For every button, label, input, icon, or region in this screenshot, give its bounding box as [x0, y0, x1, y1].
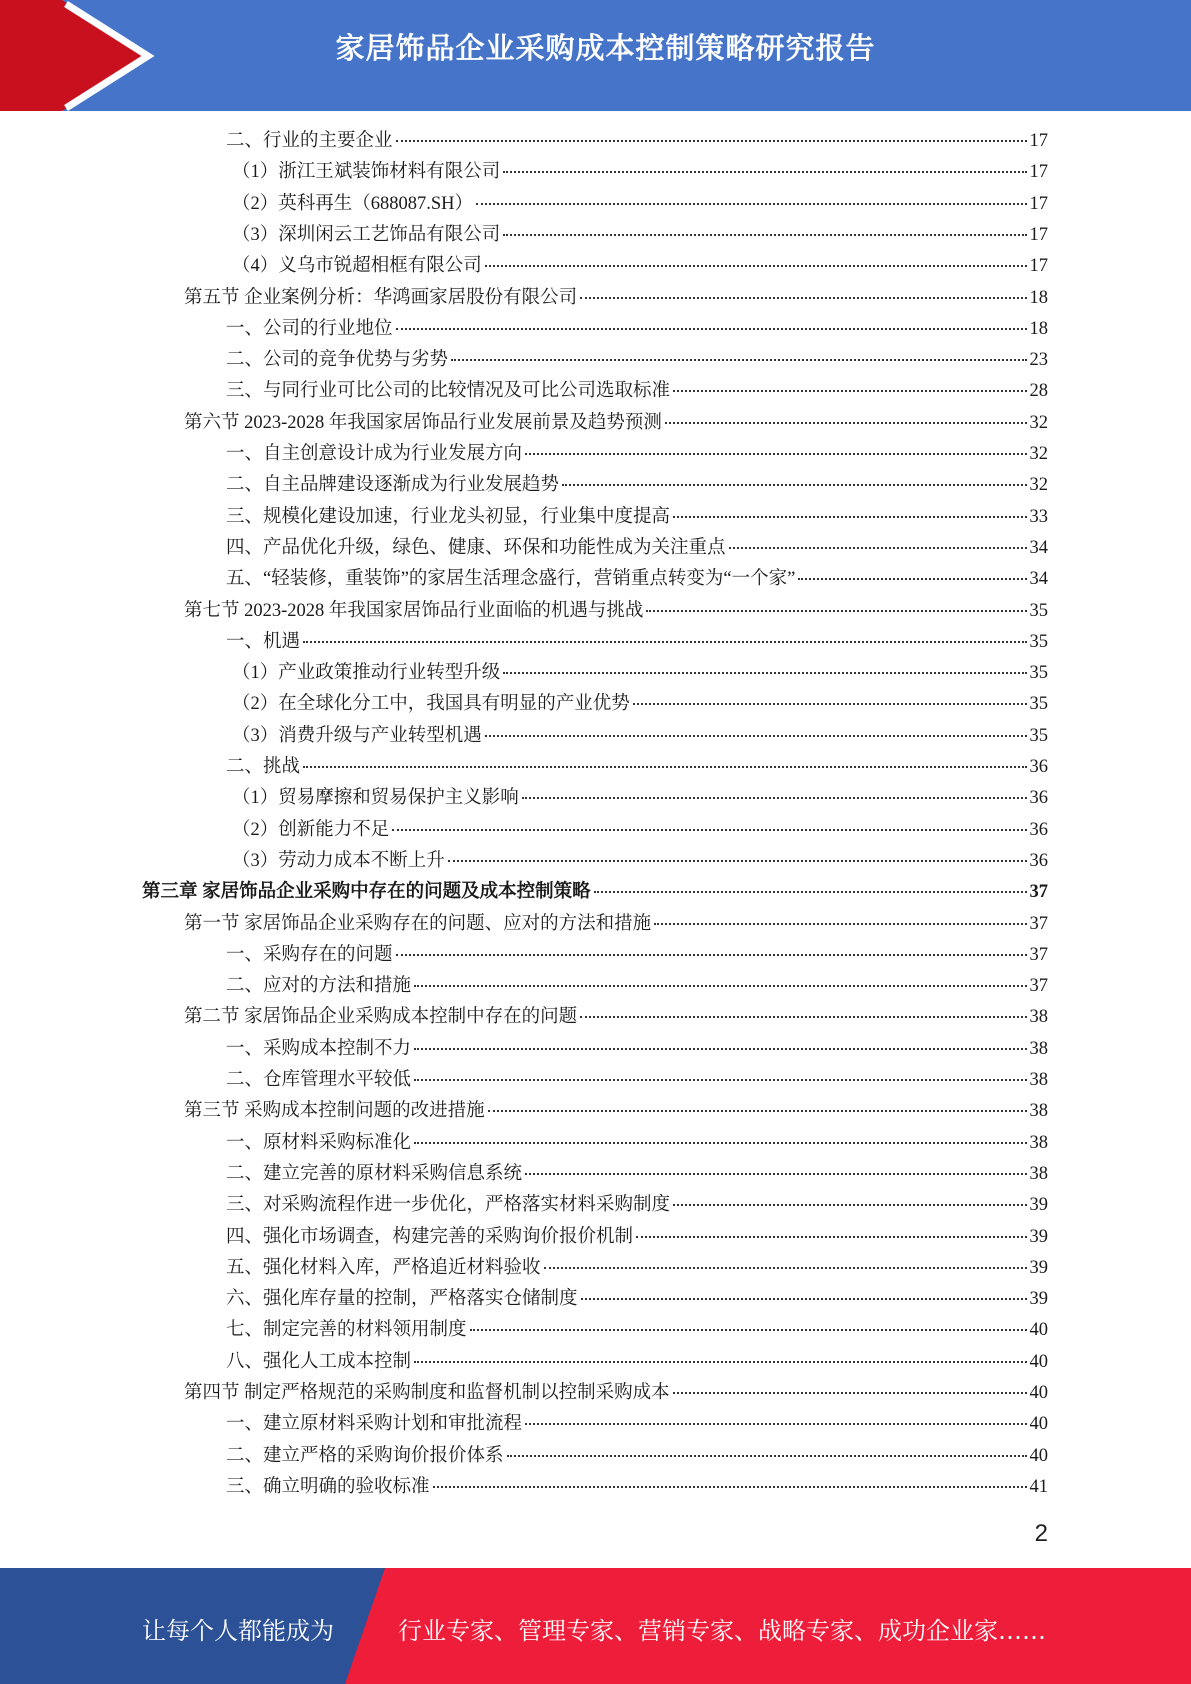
toc-entry-page: 40 — [1029, 1414, 1048, 1435]
toc-entry[interactable] — [226, 345, 1048, 376]
toc-entry-page: 17 — [1029, 193, 1048, 214]
toc-entry[interactable] — [226, 1409, 1048, 1440]
toc-dot-leader — [392, 828, 1026, 831]
page-footer — [0, 1568, 1191, 1684]
toc-entry-title: 五、强化材料入库，严格追近材料验收 — [226, 1257, 541, 1278]
toc-entry-title: （3）深圳闲云工艺饰品有限公司 — [232, 224, 501, 245]
toc-entry-page: 41 — [1029, 1476, 1048, 1497]
toc-entry[interactable] — [226, 752, 1048, 783]
toc-entry-page: 39 — [1029, 1257, 1048, 1278]
toc-entry-title: 第二节 家居饰品企业采购成本控制中存在的问题 — [184, 1007, 578, 1028]
toc-entry-title: （1）产业政策推动行业转型升级 — [232, 663, 501, 684]
toc-entry-page: 28 — [1029, 381, 1048, 402]
toc-entry-title: 三、对采购流程作进一步优化，严格落实材料采购制度 — [226, 1195, 671, 1216]
toc-dot-leader — [396, 139, 1027, 142]
toc-entry-title: 四、产品优化升级，绿色、健康、环保和功能性成为关注重点 — [226, 537, 726, 558]
toc-entry[interactable] — [226, 564, 1048, 595]
toc-entry[interactable] — [184, 909, 1048, 940]
toc-entry-page: 36 — [1029, 819, 1048, 840]
toc-dot-leader — [673, 389, 1026, 392]
toc-entry[interactable] — [184, 283, 1048, 314]
toc-entry[interactable] — [226, 689, 1048, 720]
toc-dot-leader — [673, 1203, 1026, 1206]
toc-entry-page: 38 — [1029, 1132, 1048, 1153]
toc-entry-title: 一、公司的行业地位 — [226, 318, 393, 339]
toc-dot-leader — [581, 1297, 1027, 1300]
toc-entry-page: 39 — [1029, 1195, 1048, 1216]
toc-entry-page: 38 — [1029, 1070, 1048, 1090]
toc-dot-leader — [562, 483, 1026, 486]
toc-entry[interactable] — [226, 470, 1048, 501]
toc-entry[interactable] — [226, 721, 1048, 752]
toc-entry-page: 17 — [1029, 256, 1048, 277]
toc-entry[interactable] — [184, 1002, 1048, 1033]
toc-entry-title: （2）创新能力不足 — [232, 819, 390, 840]
toc-dot-leader — [503, 671, 1026, 674]
toc-dot-leader — [414, 1047, 1026, 1050]
toc-entry-page: 17 — [1029, 131, 1048, 151]
toc-entry-title: 二、公司的竞争优势与劣势 — [226, 350, 449, 371]
toc-entry-title: 八、强化人工成本控制 — [226, 1351, 412, 1372]
toc-entry-page: 36 — [1029, 788, 1048, 809]
toc-entry-title: 第七节 2023-2028 年我国家居饰品行业面临的机遇与挑战 — [184, 600, 644, 621]
footer-slogan-left: 让每个人都能成为 — [142, 1617, 334, 1645]
toc-entry[interactable] — [184, 408, 1048, 439]
toc-entry[interactable] — [226, 157, 1048, 188]
toc-dot-leader — [798, 577, 1026, 580]
toc-entry-title: 一、机遇 — [226, 631, 301, 652]
toc-dot-leader — [522, 796, 1027, 799]
toc-dot-leader — [673, 1391, 1027, 1394]
toc-dot-leader — [544, 1266, 1027, 1269]
toc-entry-title: 第三节 采购成本控制问题的改进措施 — [184, 1101, 485, 1122]
toc-entry[interactable] — [226, 126, 1048, 157]
toc-dot-leader — [646, 609, 1026, 612]
toc-dot-leader — [396, 327, 1027, 330]
toc-entry[interactable] — [226, 1284, 1048, 1315]
toc-dot-leader — [673, 515, 1026, 518]
toc-entry-title: 三、规模化建设加速，行业龙头初显，行业集中度提高 — [226, 506, 671, 527]
toc-dot-leader — [303, 640, 1026, 643]
toc-entry[interactable] — [226, 627, 1048, 658]
toc-entry[interactable] — [142, 877, 1048, 908]
toc-entry-page: 18 — [1029, 287, 1048, 308]
toc-entry[interactable] — [226, 189, 1048, 220]
page-number: 2 — [1034, 1520, 1048, 1547]
toc-entry[interactable] — [226, 1315, 1048, 1346]
toc-entry-title: （4）义乌市锐超相框有限公司 — [232, 256, 482, 277]
toc-entry[interactable] — [226, 940, 1048, 971]
toc-dot-leader — [476, 202, 1026, 205]
toc-entry-title: 三、与同行业可比公司的比较情况及可比公司选取标准 — [226, 381, 671, 402]
toc-entry-title: 三、确立明确的验收标准 — [226, 1476, 430, 1497]
toc-entry[interactable] — [226, 1159, 1048, 1190]
toc-entry-page: 37 — [1029, 976, 1048, 997]
toc-entry[interactable] — [184, 1096, 1048, 1127]
toc-entry-title: 二、挑战 — [226, 757, 301, 777]
toc-entry-page: 37 — [1029, 913, 1048, 934]
toc-entry-page: 34 — [1029, 569, 1048, 590]
toc-entry-title: 一、采购成本控制不力 — [226, 1038, 412, 1059]
toc-dot-leader — [729, 546, 1027, 549]
toc-entry[interactable] — [226, 1128, 1048, 1159]
toc-entry-title: 二、建立严格的采购询价报价体系 — [226, 1445, 504, 1466]
toc-entry[interactable] — [226, 1222, 1048, 1253]
toc-entry-title: 二、建立完善的原材料采购信息系统 — [226, 1163, 523, 1184]
toc-entry-page: 32 — [1029, 444, 1048, 464]
toc-dot-leader — [414, 1141, 1026, 1144]
toc-entry-title: 七、制定完善的材料领用制度 — [226, 1320, 467, 1341]
toc-dot-leader — [303, 765, 1026, 768]
toc-dot-leader — [503, 170, 1026, 173]
toc-entry[interactable] — [184, 596, 1048, 627]
toc-entry-title: 一、建立原材料采购计划和审批流程 — [226, 1414, 523, 1435]
toc-dot-leader — [633, 702, 1027, 705]
toc-entry[interactable] — [226, 658, 1048, 689]
toc-dot-leader — [470, 1328, 1027, 1331]
toc-dot-leader — [525, 1422, 1026, 1425]
toc-entry[interactable] — [226, 220, 1048, 251]
toc-dot-leader — [503, 233, 1026, 236]
toc-entry-title: 四、强化市场调查，构建完善的采购询价报价机制 — [226, 1226, 634, 1247]
toc-entry-page: 40 — [1029, 1383, 1048, 1403]
toc-entry-title: （2）英科再生（688087.SH） — [232, 193, 474, 214]
toc-entry[interactable] — [226, 502, 1048, 533]
toc-entry-page: 38 — [1029, 1007, 1048, 1028]
toc-entry-title: 第五节 企业案例分析：华鸿画家居股份有限公司 — [184, 287, 578, 308]
toc-entry-page: 18 — [1029, 318, 1048, 339]
toc-entry-title: 第四节 制定严格规范的采购制度和监督机制以控制采购成本 — [184, 1383, 670, 1403]
toc-entry[interactable] — [226, 1034, 1048, 1065]
toc-entry-title: （1）贸易摩擦和贸易保护主义影响 — [232, 788, 519, 809]
report-title: 家居饰品企业采购成本控制策略研究报告 — [335, 31, 876, 65]
toc-dot-leader — [485, 734, 1027, 737]
toc-entry[interactable] — [226, 846, 1048, 877]
toc-entry-page: 36 — [1029, 850, 1048, 871]
toc-entry-page: 35 — [1029, 694, 1048, 715]
toc-entry-page: 32 — [1029, 412, 1048, 433]
toc-dot-leader — [451, 358, 1026, 361]
toc-entry-page: 33 — [1029, 506, 1048, 527]
toc-entry[interactable] — [226, 971, 1048, 1002]
toc-entry-title: （3）劳动力成本不断上升 — [232, 850, 445, 871]
toc-entry-page: 17 — [1029, 162, 1048, 183]
toc-entry-title: 第三章 家居饰品企业采购中存在的问题及成本控制策略 — [142, 882, 591, 903]
toc-dot-leader — [580, 1015, 1026, 1018]
toc-entry[interactable] — [226, 314, 1048, 345]
toc-entry-page: 38 — [1029, 1163, 1048, 1184]
toc-dot-leader — [396, 953, 1027, 956]
toc-entry-title: 二、应对的方法和措施 — [226, 976, 412, 997]
toc-dot-leader — [594, 890, 1027, 893]
toc-entry-page: 35 — [1029, 725, 1048, 746]
toc-dot-leader — [654, 922, 1026, 925]
toc-dot-leader — [580, 296, 1026, 299]
toc-entry[interactable] — [226, 1065, 1048, 1096]
toc-entry[interactable] — [226, 1253, 1048, 1284]
toc-entry-page: 38 — [1029, 1101, 1048, 1122]
page-header — [0, 0, 1191, 111]
toc-dot-leader — [414, 984, 1026, 987]
toc-dot-leader — [414, 1078, 1026, 1081]
toc-entry-page: 34 — [1029, 537, 1048, 558]
toc-entry[interactable] — [226, 376, 1048, 407]
toc-entry-title: 一、自主创意设计成为行业发展方向 — [226, 444, 523, 464]
toc-entry[interactable] — [226, 439, 1048, 470]
toc-entry-title: 一、原材料采购标准化 — [226, 1132, 412, 1153]
toc-entry-title: 六、强化库存量的控制，严格落实仓储制度 — [226, 1289, 578, 1310]
toc-dot-leader — [636, 1235, 1026, 1238]
toc-entry-title: 二、行业的主要企业 — [226, 131, 393, 151]
toc-entry-page: 39 — [1029, 1226, 1048, 1247]
toc-entry[interactable] — [226, 1472, 1048, 1503]
toc-entry-page: 35 — [1029, 600, 1048, 621]
toc-dot-leader — [433, 1485, 1027, 1488]
toc-entry[interactable] — [226, 251, 1048, 282]
toc-entry-page: 39 — [1029, 1289, 1048, 1310]
toc-dot-leader — [507, 1454, 1027, 1457]
toc-entry-page: 35 — [1029, 663, 1048, 684]
toc-entry-page: 37 — [1029, 944, 1048, 965]
toc-dot-leader — [485, 264, 1027, 267]
toc-entry-page: 36 — [1029, 757, 1048, 777]
toc-entry-page: 38 — [1029, 1038, 1048, 1059]
toc-dot-leader — [488, 1109, 1027, 1112]
toc-entry-title: 二、仓库管理水平较低 — [226, 1070, 412, 1090]
toc-entry-title: 一、采购存在的问题 — [226, 944, 393, 965]
toc-dot-leader — [448, 859, 1027, 862]
toc-dot-leader — [525, 452, 1026, 455]
toc-entry-title: 第一节 家居饰品企业采购存在的问题、应对的方法和措施 — [184, 913, 652, 934]
toc-entry-page: 40 — [1029, 1445, 1048, 1466]
toc-entry-page: 40 — [1029, 1351, 1048, 1372]
toc-entry[interactable] — [184, 1378, 1048, 1409]
footer-slogan-right: 行业专家、管理专家、营销专家、战略专家、成功企业家…… — [398, 1617, 1046, 1645]
toc-entry-page: 35 — [1029, 631, 1048, 652]
toc-entry-page: 17 — [1029, 224, 1048, 245]
toc-dot-leader — [414, 1360, 1026, 1363]
toc-entry[interactable] — [226, 533, 1048, 564]
toc-dot-leader — [665, 421, 1027, 424]
toc-dot-leader — [525, 1172, 1026, 1175]
toc-entry[interactable] — [226, 1441, 1048, 1472]
toc-entry-title: 第六节 2023-2028 年我国家居饰品行业发展前景及趋势预测 — [184, 412, 662, 433]
toc-entry-title: （1）浙江王斌装饰材料有限公司 — [232, 162, 501, 183]
toc-entry-title: 二、自主品牌建设逐渐成为行业发展趋势 — [226, 475, 560, 496]
toc-entry-page: 23 — [1029, 350, 1048, 371]
toc-entry[interactable] — [226, 1190, 1048, 1221]
toc-entry-page: 32 — [1029, 475, 1048, 496]
toc-entry-page: 37 — [1029, 882, 1048, 903]
toc-entry-page: 40 — [1029, 1320, 1048, 1341]
toc-entry-title: 五、“轻装修，重装饰”的家居生活理念盛行，营销重点转变为“一个家” — [226, 569, 796, 590]
toc-entry[interactable] — [226, 1347, 1048, 1378]
toc-entry-title: （2）在全球化分工中，我国具有明显的产业优势 — [232, 694, 630, 715]
toc-entry[interactable] — [226, 815, 1048, 846]
toc-entry-title: （3）消费升级与产业转型机遇 — [232, 725, 482, 746]
toc-entry[interactable] — [226, 783, 1048, 814]
